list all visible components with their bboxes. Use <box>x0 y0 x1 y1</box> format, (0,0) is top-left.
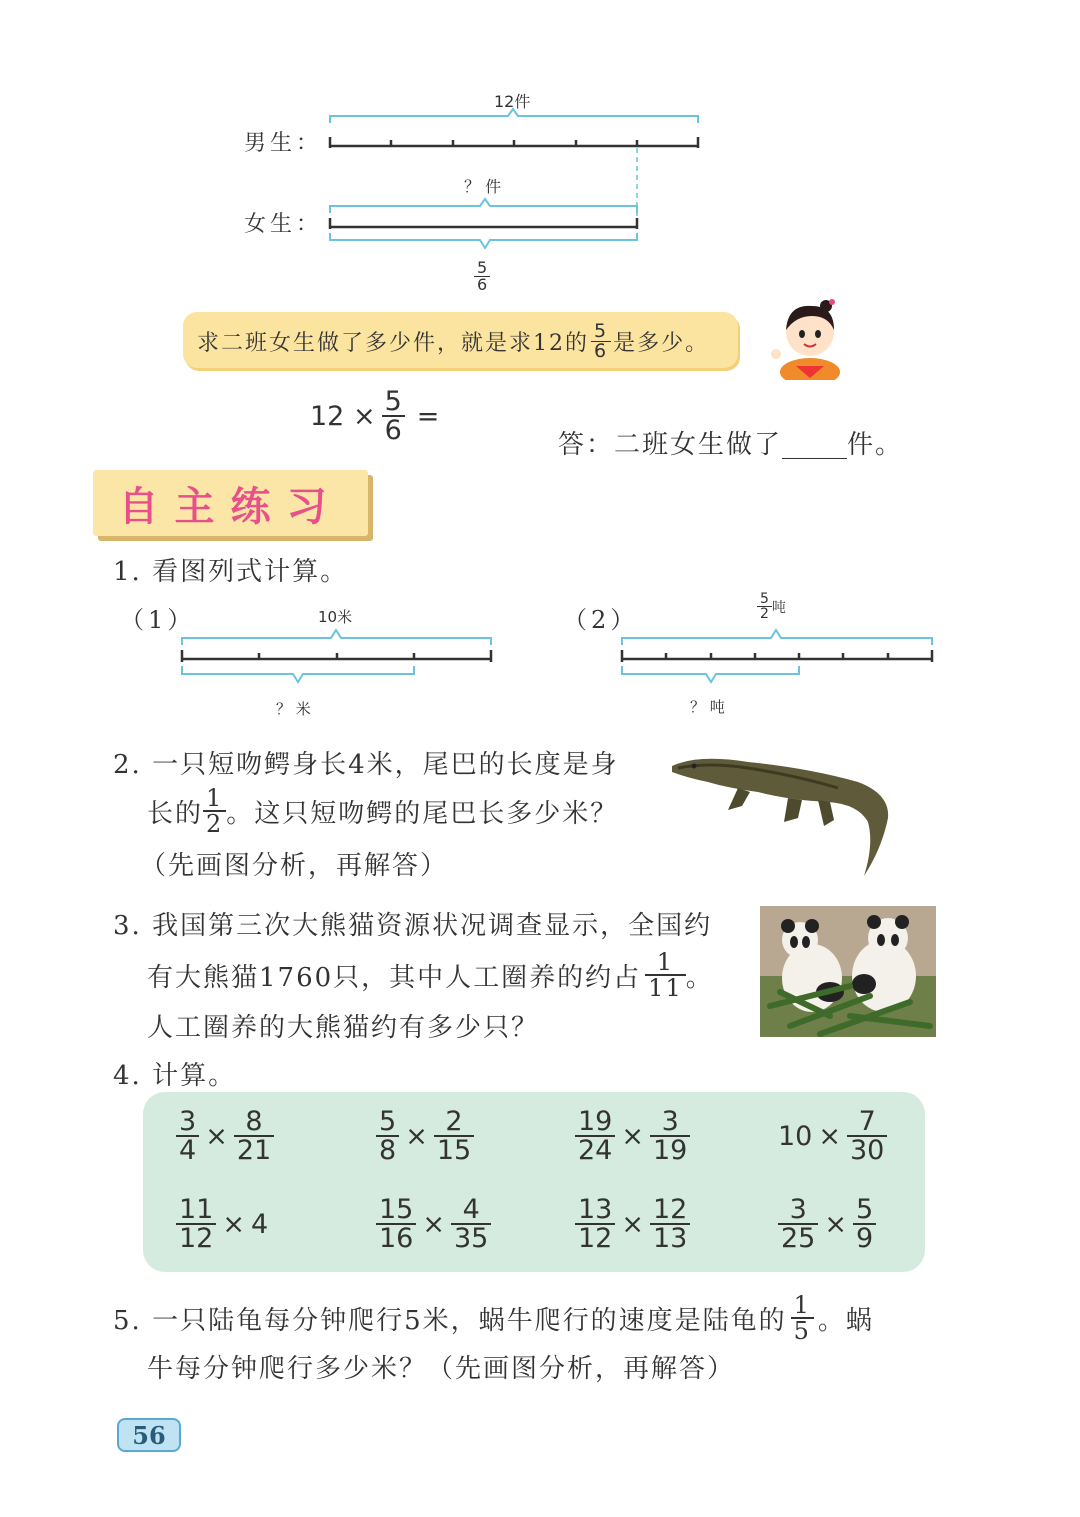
q3-line2-post: 。 <box>685 962 714 993</box>
q3-line2-pre: 有大熊猫1760只，其中人工圈养的约占 <box>147 962 642 993</box>
q3-fraction-den: 11 <box>645 974 686 1000</box>
times-sign: × <box>824 1208 847 1240</box>
q2-fraction-num: 1 <box>206 784 224 812</box>
q5-fraction-den: 5 <box>791 1317 814 1343</box>
calc-item <box>376 1196 491 1252</box>
q1-part1-bottom-brace <box>182 666 414 682</box>
q5-line1 <box>113 1293 874 1343</box>
total-brace <box>330 109 698 123</box>
calc-a-numerator: 3 <box>789 1194 807 1225</box>
calc-b-fraction <box>234 1108 274 1164</box>
calc-b-numerator: 7 <box>858 1106 876 1137</box>
q1-part2-bar <box>622 650 932 662</box>
calc-b-integer: 4 <box>250 1208 269 1240</box>
calc-b-denominator: 30 <box>847 1135 887 1164</box>
calc-a-denominator: 25 <box>778 1223 818 1252</box>
q5-fraction <box>791 1293 814 1343</box>
q2-fraction <box>203 786 226 836</box>
calc-item <box>778 1196 876 1252</box>
girl-illustration <box>768 296 848 380</box>
calc-b-denominator: 9 <box>853 1223 876 1252</box>
equation-fraction-den: 6 <box>382 415 405 444</box>
hint-fraction-num: 5 <box>594 320 609 342</box>
alligator-image <box>668 748 900 878</box>
calc-b-numerator: 2 <box>445 1106 463 1137</box>
calc-b-numerator: 5 <box>855 1194 874 1225</box>
calc-a-denominator: 4 <box>176 1135 199 1164</box>
times-sign: × <box>621 1120 644 1152</box>
total-label: 12件 <box>494 92 531 111</box>
calc-a-denominator: 12 <box>575 1223 615 1252</box>
times-sign: × <box>405 1120 428 1152</box>
hint-fraction-den: 6 <box>591 341 611 361</box>
calc-item <box>376 1108 474 1164</box>
q1-diagrams <box>0 620 1080 700</box>
calc-item <box>575 1196 690 1252</box>
calc-item <box>176 1108 274 1164</box>
calc-a-numerator: 5 <box>379 1106 397 1137</box>
boys-bar <box>330 137 698 148</box>
answer-blank[interactable]: _____ <box>782 430 848 460</box>
q3-line2 <box>147 950 714 1000</box>
calc-a-numerator: 19 <box>578 1106 613 1137</box>
calc-a-fraction <box>176 1196 216 1252</box>
calc-b-fraction <box>650 1196 690 1252</box>
answer-line <box>558 424 903 461</box>
times-sign: × <box>205 1120 228 1152</box>
calc-a-numerator: 15 <box>379 1194 414 1225</box>
answer-text-post: 件。 <box>847 430 904 460</box>
q3-line1: 3. 我国第三次大熊猫资源状况调查显示，全国约 <box>113 911 713 941</box>
girls-label: 女生： <box>244 212 323 237</box>
hint-text-pre: 求二班女生做了多少件，就是求12的 <box>197 331 589 356</box>
hint-text-post: 是多少。 <box>613 331 710 356</box>
equation <box>310 388 439 444</box>
q1-part1-bottom-label: ？ 米 <box>276 700 311 718</box>
calc-a-integer: 10 <box>778 1120 813 1152</box>
calc-b-numerator: 4 <box>462 1194 480 1225</box>
q2-line2-post: 。这只短吻鳄的尾巴长多少米？ <box>226 798 619 829</box>
q1-text: 1. 看图列式计算。 <box>113 557 349 587</box>
q1-part2-top-label <box>757 592 786 621</box>
q2-line2 <box>147 786 618 836</box>
q5-line1-pre: 5. 一只陆龟每分钟爬行5米，蜗牛爬行的速度是陆龟的 <box>113 1305 787 1336</box>
q2-fraction-den: 2 <box>203 810 226 836</box>
calc-b-numerator: 8 <box>245 1106 263 1137</box>
calc-a-fraction <box>575 1196 615 1252</box>
equation-fraction <box>382 388 405 444</box>
calc-b-denominator: 35 <box>451 1223 491 1252</box>
calc-b-denominator: 19 <box>650 1135 690 1164</box>
unknown-label: ？ 件 <box>464 177 502 196</box>
q1-part2-unit: 吨 <box>771 599 786 616</box>
girls-brace <box>330 199 637 213</box>
calc-item <box>778 1108 887 1164</box>
calc-a-numerator: 3 <box>179 1106 197 1137</box>
calc-b-fraction <box>847 1108 887 1164</box>
q1-part1-top-label: 10米 <box>318 608 353 626</box>
q1-part2-bottom-label: ？ 吨 <box>690 698 725 716</box>
calc-a-fraction <box>575 1108 615 1164</box>
q1-part2-label: （2） <box>563 606 639 634</box>
calc-b-denominator: 15 <box>434 1135 474 1164</box>
calc-a-fraction <box>176 1108 199 1164</box>
section-banner <box>93 470 368 536</box>
q1-part2-top-brace <box>622 630 932 645</box>
calc-item <box>575 1108 690 1164</box>
times-sign: × <box>818 1120 841 1152</box>
equation-left: 12 × <box>310 400 376 432</box>
hint-bubble <box>183 312 738 368</box>
calc-a-fraction <box>376 1108 399 1164</box>
times-sign: × <box>422 1208 445 1240</box>
times-sign: × <box>222 1208 245 1240</box>
q2-line3: （先画图分析，再解答） <box>140 851 449 881</box>
calc-item <box>176 1196 268 1252</box>
times-sign: × <box>621 1208 644 1240</box>
q5-line1-post: 。蜗 <box>817 1305 874 1336</box>
q2-line2-pre: 长的 <box>147 798 204 829</box>
calc-a-denominator: 12 <box>176 1223 216 1252</box>
segment-diagram <box>0 0 1080 320</box>
calc-b-denominator: 13 <box>650 1223 690 1252</box>
calc-b-numerator: 12 <box>652 1194 688 1225</box>
q1-part2-fraction-num: 5 <box>760 591 769 607</box>
q3-fraction-num: 1 <box>656 948 675 976</box>
q1-part2-bottom-brace <box>622 666 799 682</box>
q5-fraction-num: 1 <box>793 1291 811 1319</box>
calc-b-denominator: 21 <box>234 1135 274 1164</box>
q1-part2-fraction-den: 2 <box>757 606 772 621</box>
calc-b-fraction <box>434 1108 474 1164</box>
answer-text-pre: 答：二班女生做了 <box>558 430 783 460</box>
panda-photo <box>760 906 936 1037</box>
calc-a-fraction <box>376 1196 416 1252</box>
q2-line1: 2. 一只短吻鳄身长4米，尾巴的长度是身 <box>113 750 619 780</box>
fraction-brace <box>330 233 637 248</box>
calc-b-fraction <box>853 1196 876 1252</box>
q5-line2: 牛每分钟爬行多少米？（先画图分析，再解答） <box>147 1354 736 1384</box>
equation-right: = <box>416 400 440 432</box>
q1-part1-top-brace <box>182 630 491 645</box>
calc-a-numerator: 13 <box>578 1194 613 1225</box>
calc-a-numerator: 11 <box>179 1194 214 1225</box>
q4-text: 4. 计算。 <box>113 1061 237 1091</box>
diagram-fraction-den: 6 <box>474 276 490 293</box>
diagram-fraction-num: 5 <box>477 258 488 277</box>
page-number: 56 <box>117 1418 181 1452</box>
q3-line3: 人工圈养的大熊猫约有多少只？ <box>147 1013 540 1043</box>
calc-a-fraction <box>778 1196 818 1252</box>
q1-part2-fraction <box>757 592 772 621</box>
calc-b-fraction <box>451 1196 491 1252</box>
q3-fraction <box>645 950 686 1000</box>
boys-label: 男生： <box>244 131 323 156</box>
section-title: 自主练习 <box>118 483 343 530</box>
q1-part1-label: （1） <box>120 606 196 634</box>
calc-b-numerator: 3 <box>661 1106 679 1137</box>
calc-a-denominator: 24 <box>575 1135 615 1164</box>
equation-fraction-num: 5 <box>384 386 402 417</box>
q1-part1-bar <box>182 650 491 662</box>
girls-bar <box>330 218 637 229</box>
calc-a-denominator: 8 <box>376 1135 399 1164</box>
hint-fraction <box>591 322 611 361</box>
calc-a-denominator: 16 <box>376 1223 416 1252</box>
calc-b-fraction <box>650 1108 690 1164</box>
